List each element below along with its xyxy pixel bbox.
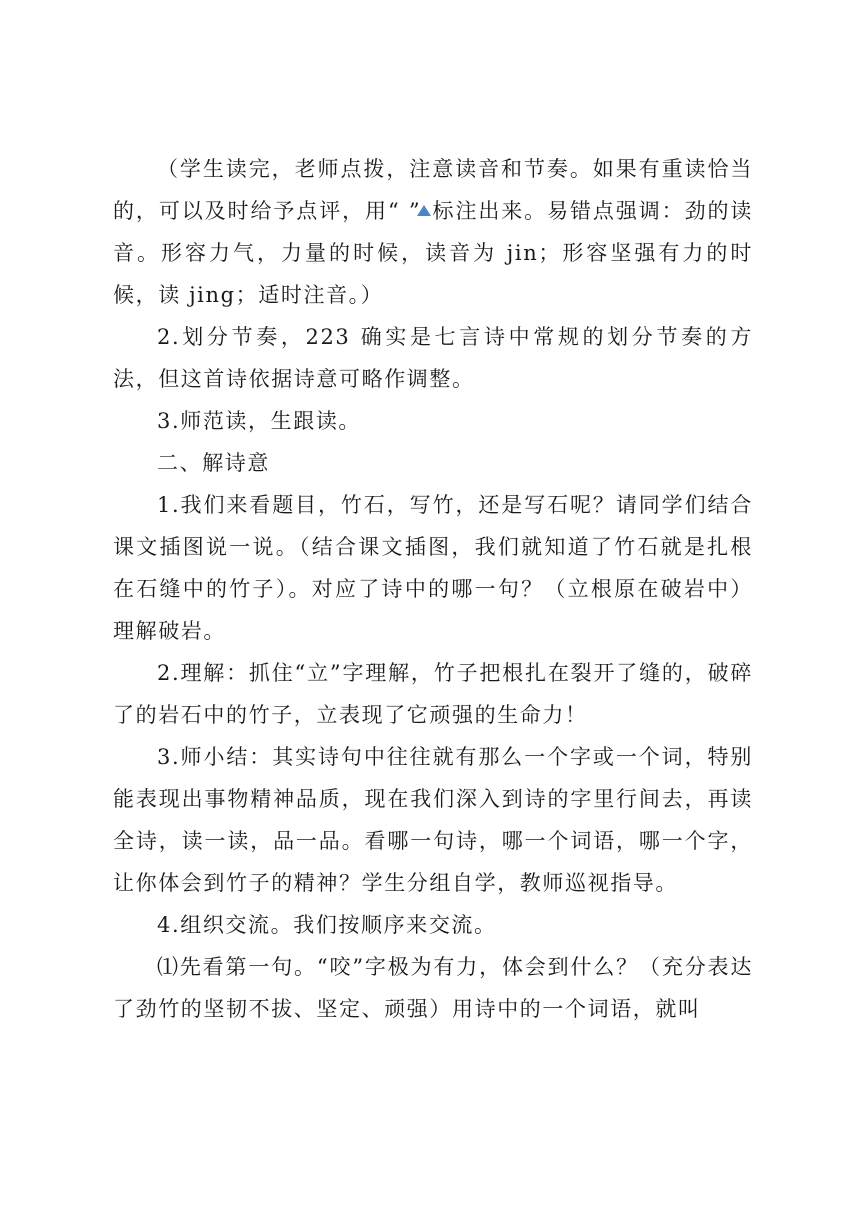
paragraph-text-before-mark: （学生读完，老师点拨，注意读音和节奏。如果有重读恰当的，可以及时给予点评，用“ ” <box>113 157 753 223</box>
paragraph-understanding: 2.理解：抓住“立”字理解，竹子把根扎在裂开了缝的，破碎了的岩石中的竹子，立表现了它顽强的生命力！ <box>113 661 753 727</box>
triangle-mark-icon <box>417 205 431 216</box>
paragraph-rhythm: 2.划分节奏，223 确实是七言诗中常规的划分节奏的方法，但这首诗依据诗意可略作调整。 <box>113 325 753 391</box>
document-body <box>113 148 753 1030</box>
paragraph-text-after-mark: 标注出来。易错点强调：劲的读音。形容力气，力量的时候，读音为 jin；形容坚强有力的时候，读 jing；适时注音。） <box>113 199 753 307</box>
paragraph-title-analysis: 1.我们来看题目，竹石，写竹，还是写石呢？请同学们结合课文插图说一说。（结合课文插图，我们就知道了竹石就是扎根在石缝中的竹子）。对应了诗中的哪一句？（立根原在破岩中）理解破岩。 <box>113 493 753 643</box>
paragraph-first-line: ⑴先看第一句。“咬”字极为有力，体会到什么？（充分表达了劲竹的坚韧不拔、坚定、顽强）用诗中的一个词语，就叫 <box>113 955 753 1021</box>
paragraph-teacher-summary: 3.师小结：其实诗句中往往就有那么一个字或一个词，特别能表现出事物精神品质，现在我们深入到诗的字里行间去，再读全诗，读一读，品一品。看哪一句诗，哪一个词语，哪一个字，让你体会到竹子的精神？学生分组自学，教师巡视指导。 <box>113 745 753 895</box>
paragraph-student-reading <box>113 148 753 316</box>
paragraph-discussion: 4.组织交流。我们按顺序来交流。 <box>157 913 497 937</box>
section-heading: 二、解诗意 <box>157 451 270 475</box>
paragraph-model-reading: 3.师范读，生跟读。 <box>157 409 362 433</box>
